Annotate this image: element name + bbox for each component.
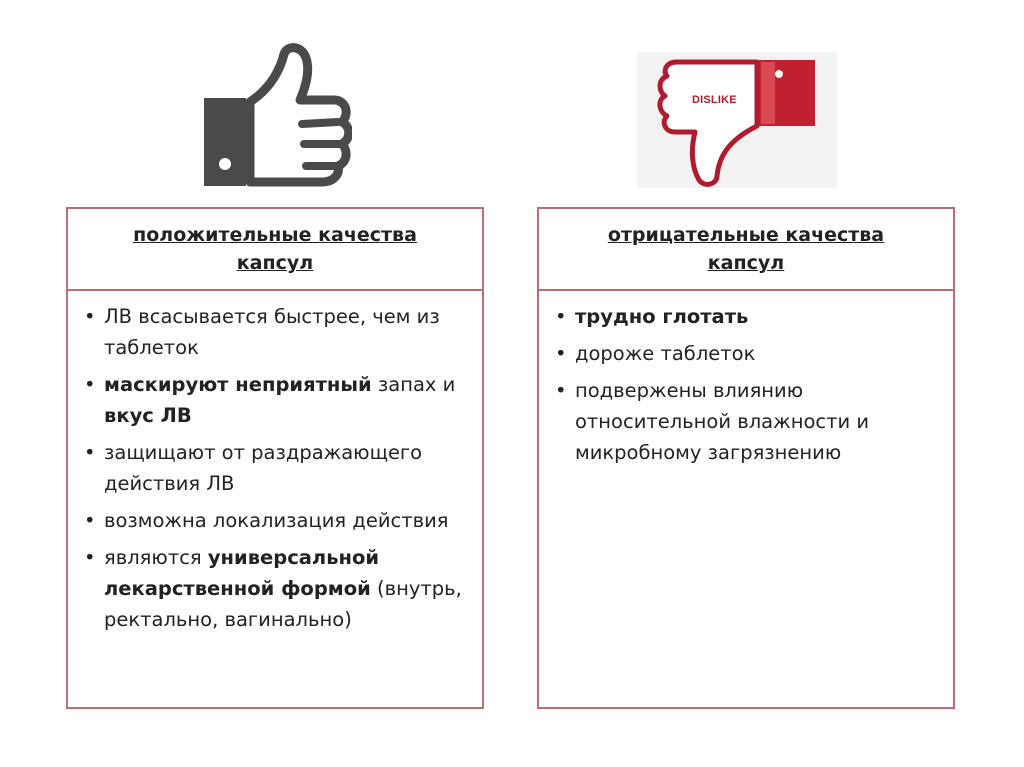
bullet-icon: • (84, 373, 96, 396)
list-item-text: трудно глотать (575, 305, 749, 328)
list-item-text: (внутрь, ректально, вагинально) (104, 577, 462, 631)
negative-panel-title: отрицательные качества капсул (607, 224, 885, 274)
list-item (555, 375, 941, 468)
list-item-text: запах и (371, 373, 456, 396)
list-item-text: маскируют неприятный (104, 373, 372, 396)
bullet-icon: • (555, 342, 567, 365)
list-item (555, 301, 941, 332)
list-item (84, 542, 470, 635)
list-item-text: являются (104, 546, 208, 569)
bullet-icon: • (555, 305, 567, 328)
list-item (84, 505, 470, 536)
thumbs-up-icon (202, 40, 352, 190)
list-item-text: защищают от раздражающего действия ЛВ (104, 441, 423, 495)
positive-list (68, 291, 482, 635)
dislike-label: DISLIKE (692, 94, 737, 106)
list-item (84, 437, 470, 499)
negative-qualities-panel (537, 207, 955, 709)
bullet-icon: • (84, 305, 96, 328)
thumbs-down-icon (637, 52, 837, 188)
negative-panel-header (539, 209, 953, 291)
list-item-text: вкус ЛВ (104, 404, 192, 427)
positive-panel-header (68, 209, 482, 291)
bullet-icon: • (84, 441, 96, 464)
list-item (84, 301, 470, 363)
bullet-icon: • (84, 546, 96, 569)
bullet-icon: • (84, 509, 96, 532)
list-item-text: универсальной лекарственной формой (104, 546, 380, 600)
list-item (555, 338, 941, 369)
list-item (84, 369, 470, 431)
positive-panel-title: положительные качества капсул (133, 224, 417, 274)
bullet-icon: • (555, 379, 567, 402)
list-item-text: ЛВ всасывается быстрее, чем из таблеток (104, 305, 440, 359)
negative-list (539, 291, 953, 468)
list-item-text: подвержены влиянию относительной влажности и микробному загрязнению (575, 379, 870, 464)
list-item-text: дороже таблеток (575, 342, 756, 365)
list-item-text: возможна локализация действия (104, 509, 449, 532)
positive-qualities-panel (66, 207, 484, 709)
